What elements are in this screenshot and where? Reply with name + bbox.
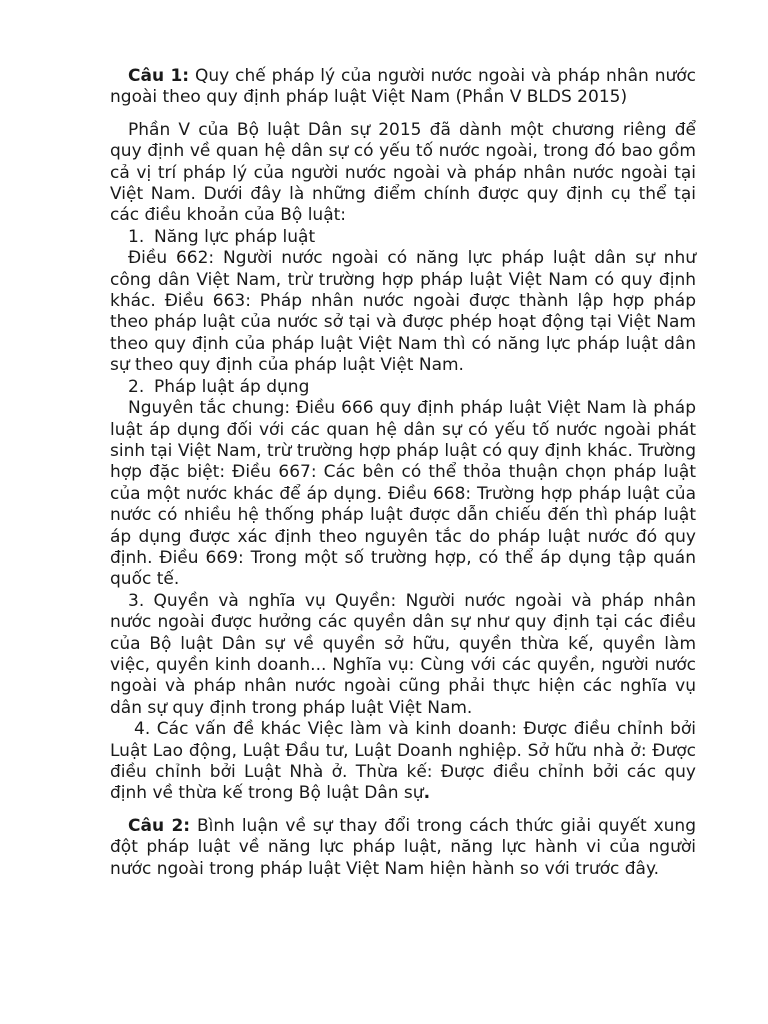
section-2-body: Nguyên tắc chung: Điều 666 quy định pháp luật Việt Nam là pháp luật áp dụng đối với các quan hệ dân sự có yếu tố nước ngoài phát sinh tại Việt Nam, trừ trường hợp pháp luật có quy định khác. Trường hợp đặc biệt: Điều 667: Các bên có thể thỏa thuận chọn pháp luật của một nước khác để áp dụng. Điều 668: Trường hợp pháp luật của nước có nhiều hệ thống pháp luật được dẫn chiếu đến thì pháp luật áp dụng được xác định theo nguyên tắc do pháp luật nước đó quy định. Điều 669: Trong một số trường hợp, có thể áp dụng tập quán quốc tế. — [110, 398, 696, 590]
section-4-end-mark: . — [423, 783, 431, 804]
section-4-text: 4. Các vấn đề khác Việc làm và kinh doanh: Được điều chỉnh bởi Luật Lao động, Luật Đầu tư, Luật Doanh nghiệp. Sở hữu nhà ở: Được điều chỉnh bởi Luật Nhà ở. Thừa kế: Được điều chỉnh bởi các quy định về thừa kế trong Bộ luật Dân sự — [110, 719, 696, 804]
section-2-title: Pháp luật áp dụng — [154, 376, 310, 397]
question-2-text: Bình luận về sự thay đổi trong cách thức giải quyết xung đột pháp luật về năng lực pháp luật, năng lực hành vi của người nước ngoài trong pháp luật Việt Nam hiện hành so với trước đây. — [110, 815, 696, 879]
question-2-label: Câu 2: — [128, 815, 191, 836]
section-1-number: 1. — [128, 226, 145, 247]
section-1-body: Điều 662: Người nước ngoài có năng lực pháp luật dân sự như công dân Việt Nam, trừ trường hợp pháp luật Việt Nam có quy định khác. Điều 663: Pháp nhân nước ngoài được thành lập hợp pháp theo pháp luật của nước sở tại và được phép hoạt động tại Việt Nam theo quy định của pháp luật Việt Nam thì có năng lực pháp luật dân sự theo quy định của pháp luật Việt Nam. — [110, 248, 696, 376]
question-2 — [110, 816, 696, 880]
section-2-heading — [110, 377, 696, 398]
section-2-number: 2. — [128, 376, 145, 397]
section-4-body — [110, 719, 696, 805]
section-1-title: Năng lực pháp luật — [154, 226, 316, 247]
question-1-text: Quy chế pháp lý của người nước ngoài và pháp nhân nước ngoài theo quy định pháp luật Việt Nam (Phần V BLDS 2015) — [110, 66, 696, 108]
question-1-label: Câu 1: — [128, 66, 190, 86]
section-1-heading — [110, 227, 696, 248]
question-1 — [110, 66, 696, 109]
section-3-body: 3. Quyền và nghĩa vụ Quyền: Người nước ngoài và pháp nhân nước ngoài được hưởng các quyền dân sự như quy định tại các điều của Bộ luật Dân sự về quyền sở hữu, quyền thừa kế, quyền làm việc, quyền kinh doanh... Nghĩa vụ: Cùng với các quyền, người nước ngoài và pháp nhân nước ngoài cũng phải thực hiện các nghĩa vụ dân sự quy định trong pháp luật Việt Nam. — [110, 590, 696, 718]
intro-paragraph: Phần V của Bộ luật Dân sự 2015 đã dành một chương riêng để quy định về quan hệ dân sự có yếu tố nước ngoài, trong đó bao gồm cả vị trí pháp lý của người nước ngoài và pháp nhân nước ngoài tại Việt Nam. Dưới đây là những điểm chính được quy định cụ thể tại các điều khoản của Bộ luật: — [110, 119, 696, 226]
